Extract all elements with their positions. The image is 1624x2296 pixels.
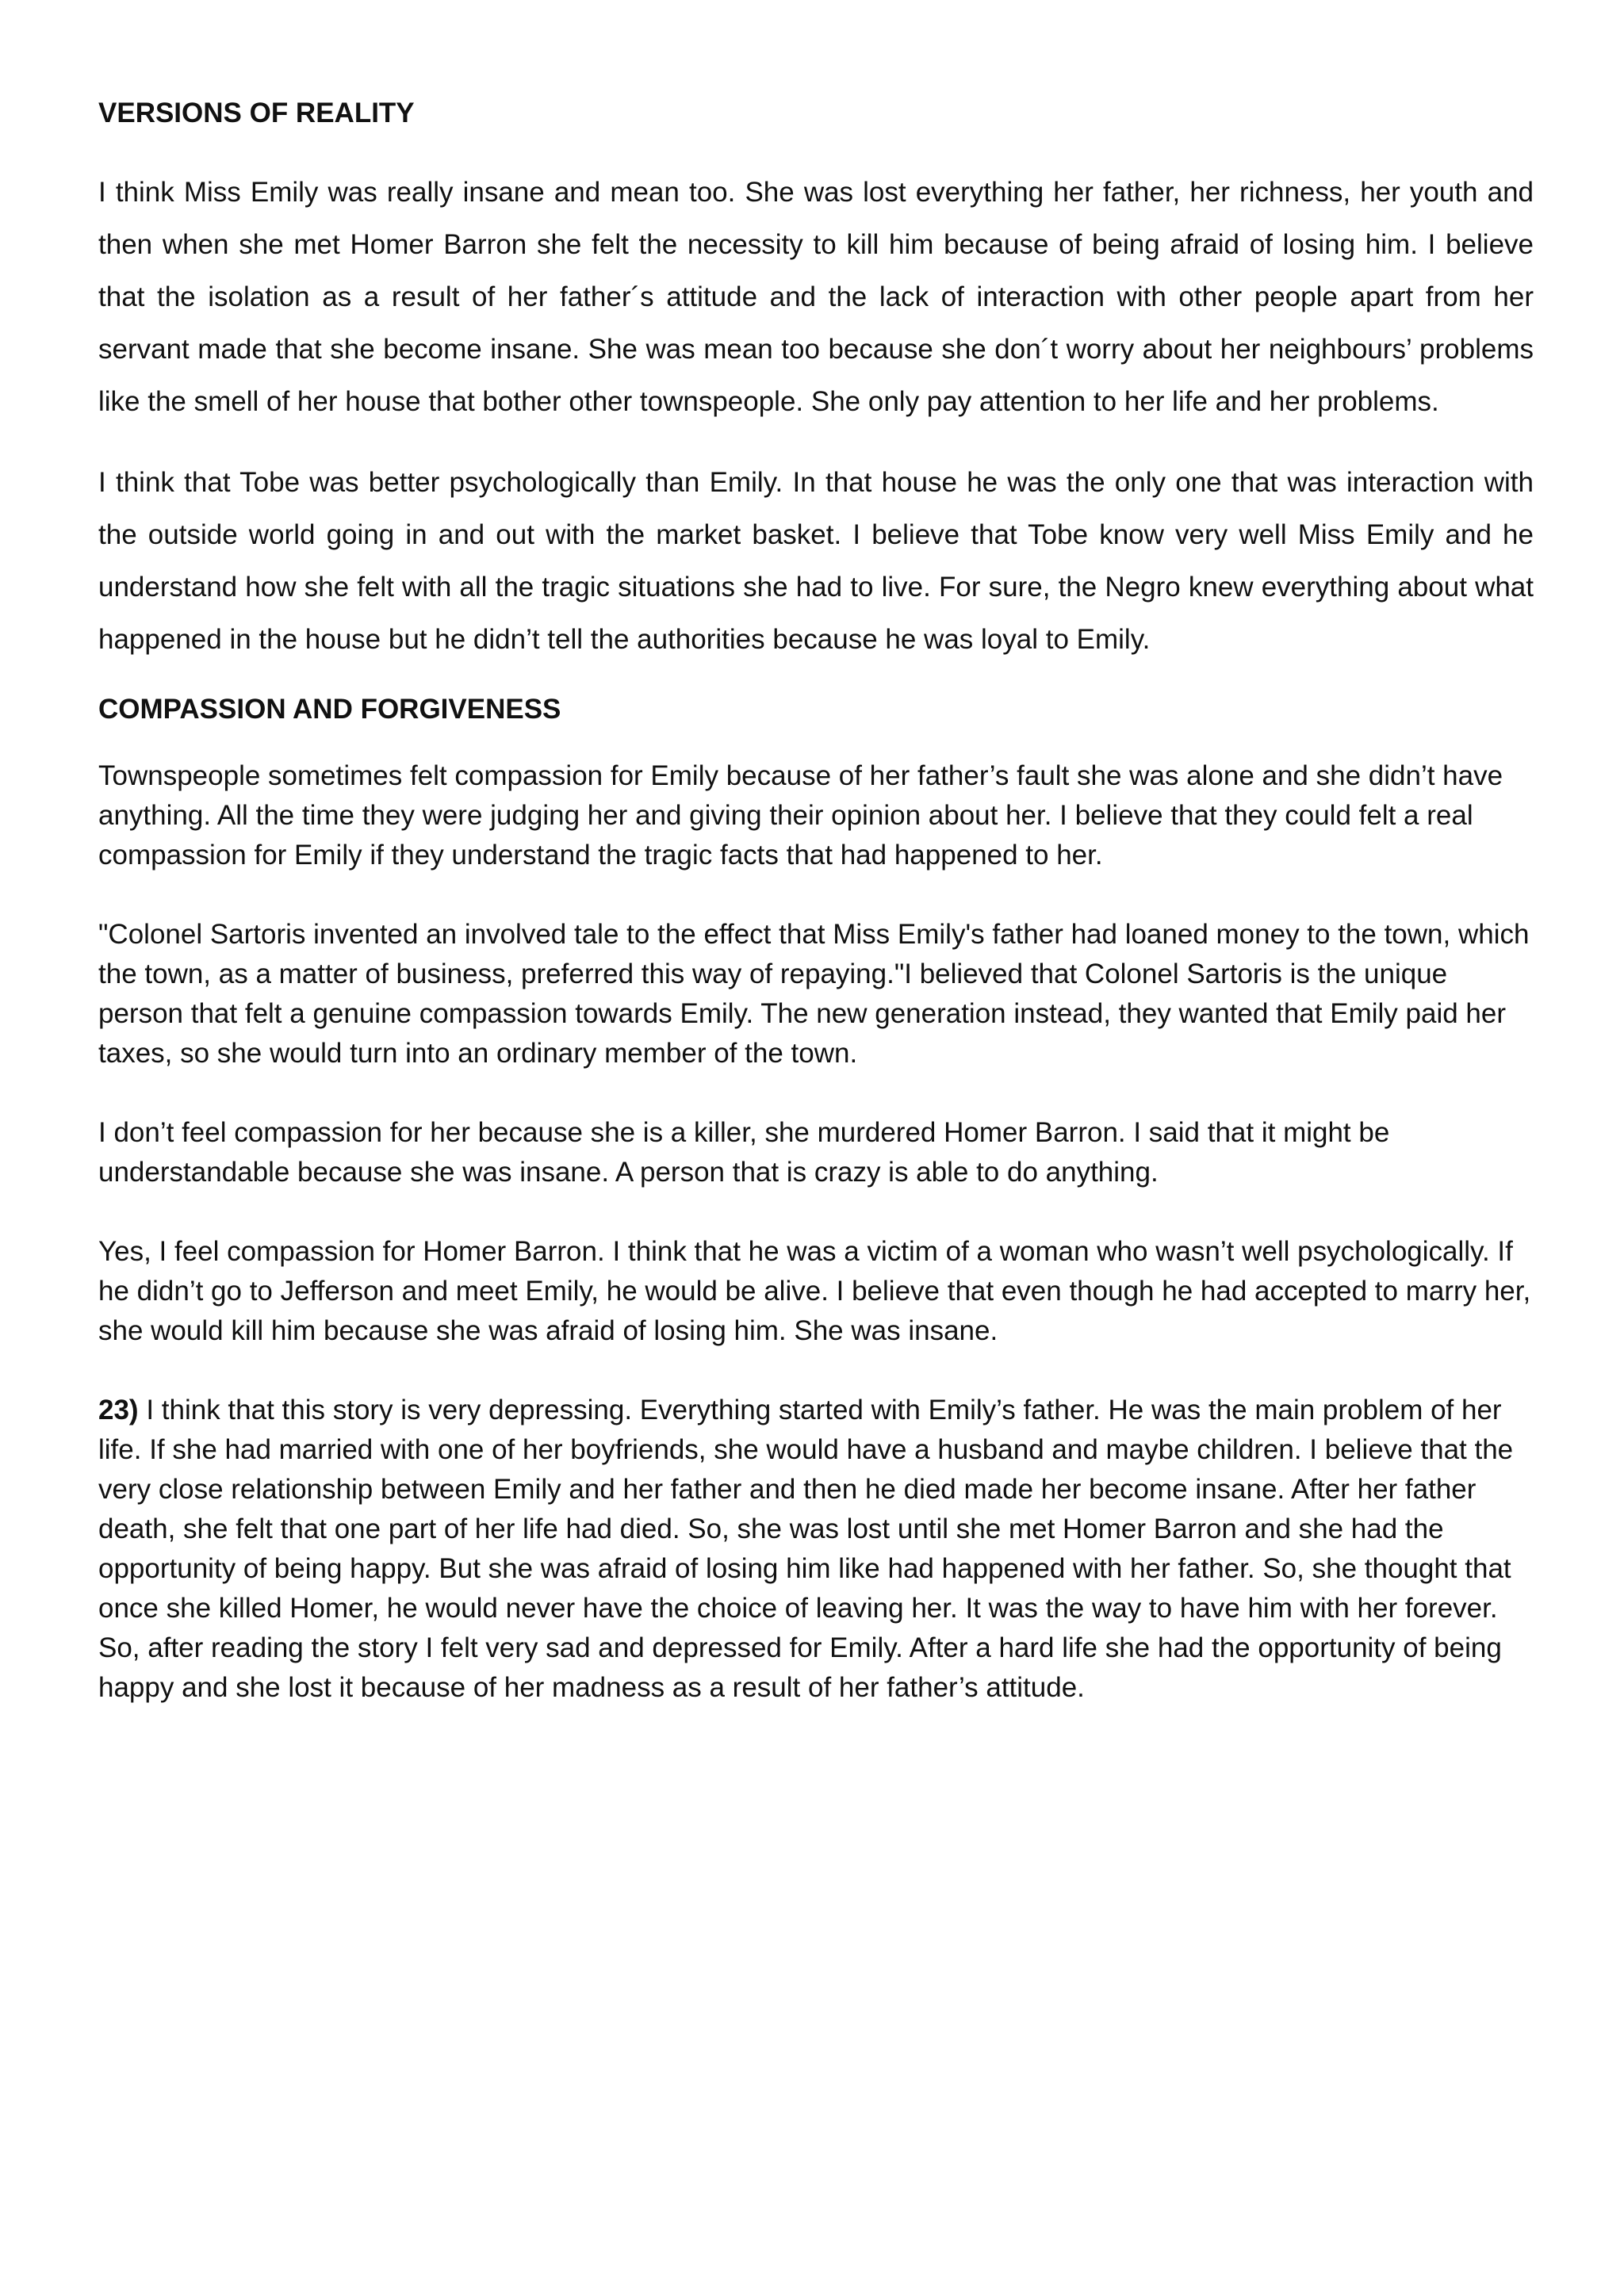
section-heading-compassion-and-forgiveness: COMPASSION AND FORGIVENESS: [98, 694, 561, 725]
question-23-answer: I think that this story is very depressing. Everything started with Emily’s father. He was the main problem of her life. If she had married with one of her boyfriends, she would have a husband and maybe children. I believe that the very close relationship between Emily and her father and then he died made her become insane. After her father death, she felt that one part of her life had died. So, she was lost until she met Homer Barron and she had the opportunity of being happy. But she was afraid of losing him like had happened with her father. So, she thought that once she killed Homer, he would never have the choice of leaving her. It was the way to have him with her forever. So, after reading the story I felt very sad and depressed for Emily. After a hard life she had the opportunity of being happy and she lost it because of her madness as a result of her father’s attitude.: [98, 1395, 1514, 1703]
paragraph-colonel-sartoris: "Colonel Sartoris invented an involved tale to the effect that Miss Emily's father had loaned money to the town, which the town, as a matter of business, preferred this way of repaying."I believed that Colonel Sartoris is the unique person that felt a genuine compassion towards Emily. The new generation instead, they wanted that Emily paid her taxes, so she would turn into an ordinary member of the town.: [98, 919, 1530, 1069]
paragraph-miss-emily: I think Miss Emily was really insane and mean too. She was lost everything her father, her richness, her youth and then when she met Homer Barron she felt the necessity to kill him because of being afraid of losing him. I believe that the isolation as a result of her father´s attitude and the lack of interaction with other people apart from her servant made that she become insane. She was mean too because she don´t worry about her neighbours’ problems like the smell of her house that bother other townspeople. She only pay attention to her life and her problems.: [98, 177, 1534, 417]
document-body: [98, 94, 1534, 1708]
question-number: 23): [98, 1395, 139, 1425]
paragraph-no-compassion: I don’t feel compassion for her because she is a killer, she murdered Homer Barron. I said that it might be understandable because she was insane. A person that is crazy is able to do anything.: [98, 1117, 1390, 1188]
paragraph-question-23: [98, 1391, 1534, 1708]
paragraph-townspeople: Townspeople sometimes felt compassion for Emily because of her father’s fault she was alone and she didn’t have anything. All the time they were judging her and giving their opinion about her. I believe that they could felt a real compassion for Emily if they understand the tragic facts that had happened to her.: [98, 760, 1503, 871]
paragraph-homer-barron: Yes, I feel compassion for Homer Barron. I think that he was a victim of a woman who wasn’t well psychologically. If he didn’t go to Jefferson and meet Emily, he would be alive. I believe that even though he had accepted to marry her, she would kill him because she was afraid of losing him. She was insane.: [98, 1236, 1531, 1346]
paragraph-tobe: I think that Tobe was better psychologically than Emily. In that house he was the only one that was interaction with the outside world going in and out with the market basket. I believe that Tobe know very well Miss Emily and he understand how she felt with all the tragic situations she had to live. For sure, the Negro knew everything about what happened in the house but he didn’t tell the authorities because he was loyal to Emily.: [98, 467, 1534, 655]
section-heading-versions-of-reality: VERSIONS OF REALITY: [98, 98, 415, 128]
